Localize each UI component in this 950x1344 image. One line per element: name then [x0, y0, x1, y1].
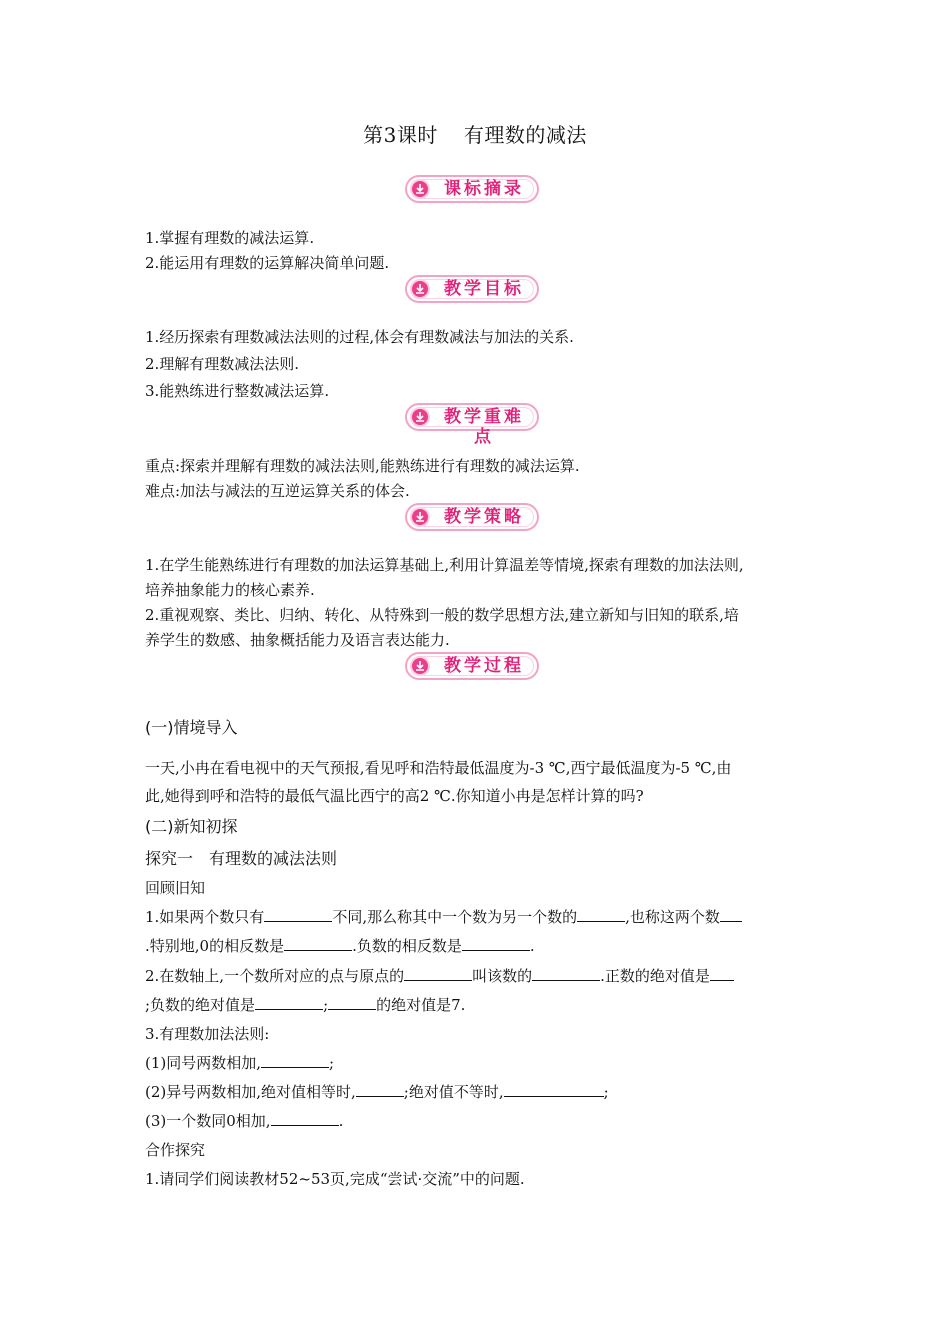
- section-banner-key-points: [405, 403, 539, 447]
- question-1-line-1: 1.如果两个数只有 不同,那么称其中一个数为另一个数的 ,也称这两个数: [145, 907, 742, 927]
- fill-blank[interactable]: [404, 966, 472, 981]
- strategy-line-4: 养学生的数感、抽象概括能力及语言表达能力.: [145, 631, 450, 649]
- section-label: 教学重难点: [444, 407, 524, 447]
- question-3-2: (2)异号两数相加,绝对值相等时, ;绝对值不等时, ;: [145, 1083, 609, 1101]
- curriculum-item-2: 2.能运用有理数的运算解决简单问题.: [145, 254, 390, 272]
- curriculum-item-1: 1.掌握有理数的减法运算.: [145, 229, 315, 247]
- section-label: 课标摘录: [444, 179, 524, 199]
- review-label: 回顾旧知: [145, 879, 206, 897]
- question-3: 3.有理数加法法则:: [145, 1025, 270, 1043]
- section-banner-process: [405, 652, 539, 680]
- key-point-item-2: 难点:加法与减法的互逆运算关系的体会.: [145, 482, 410, 500]
- fill-blank[interactable]: [504, 1082, 604, 1097]
- download-icon: [410, 179, 430, 199]
- goal-item-2: 2.理解有理数减法法则.: [145, 355, 300, 373]
- fill-blank[interactable]: [328, 995, 376, 1010]
- strategy-line-1: 1.在学生能熟练进行有理数的加法运算基础上,利用计算温差等情境,探索有理数的加法法则,: [145, 556, 744, 574]
- question-2-line-2: ;负数的绝对值是 ; 的绝对值是7.: [145, 996, 466, 1014]
- section-banner-strategy: [405, 503, 539, 531]
- fill-blank[interactable]: [462, 936, 530, 951]
- intro-line-1: 一天,小冉在看电视中的天气预报,看见呼和浩特最低温度为-3 ℃,西宁最低温度为-5 ℃,由: [145, 759, 732, 777]
- key-point-item-1: 重点:探索并理解有理数的减法法则,能熟练进行有理数的减法运算.: [145, 457, 580, 475]
- lesson-number: 第3课时: [363, 123, 438, 147]
- fill-blank[interactable]: [720, 907, 742, 922]
- section-label: 教学目标: [444, 279, 524, 299]
- goal-item-3: 3.能熟练进行整数减法运算.: [145, 382, 330, 400]
- fill-blank[interactable]: [271, 1111, 339, 1126]
- fill-blank[interactable]: [284, 936, 352, 951]
- fill-blank[interactable]: [577, 907, 625, 922]
- fill-blank[interactable]: [532, 966, 600, 981]
- cooperation-label: 合作探究: [145, 1141, 206, 1159]
- download-icon: [410, 407, 430, 427]
- intro-line-2: 此,她得到呼和浩特的最低气温比西宁的高2 ℃.你知道小冉是怎样计算的吗?: [145, 787, 644, 805]
- lesson-title: [0, 119, 950, 148]
- download-icon: [410, 279, 430, 299]
- question-3-3: (3)一个数同0相加, .: [145, 1112, 344, 1130]
- question-2-line-1: 2.在数轴上,一个数所对应的点与原点的 叫该数的 .正数的绝对值是: [145, 966, 734, 986]
- section-banner-curriculum: [405, 175, 539, 203]
- section-label: 教学过程: [444, 656, 524, 676]
- section-label: 教学策略: [444, 507, 524, 527]
- fill-blank[interactable]: [710, 966, 734, 981]
- strategy-line-3: 2.重视观察、类比、归纳、转化、从特殊到一般的数学思想方法,建立新知与旧知的联系,培: [145, 606, 739, 624]
- download-icon: [410, 656, 430, 676]
- goal-item-1: 1.经历探索有理数减法法则的过程,体会有理数减法与加法的关系.: [145, 328, 574, 346]
- intro-heading: (一)情境导入: [145, 718, 238, 737]
- section-banner-goals: [405, 275, 539, 303]
- fill-blank[interactable]: [356, 1082, 404, 1097]
- fill-blank[interactable]: [255, 995, 323, 1010]
- cooperation-item-1: 1.请同学们阅读教材52~53页,完成“尝试·交流”中的问题.: [145, 1170, 525, 1188]
- question-1-line-2: .特别地,0的相反数是 .负数的相反数是 .: [145, 937, 535, 955]
- question-3-1: (1)同号两数相加, ;: [145, 1054, 335, 1072]
- explore-title: 探究一 有理数的减法法则: [145, 849, 338, 868]
- lesson-topic: 有理数的减法: [463, 123, 587, 147]
- fill-blank[interactable]: [261, 1053, 329, 1068]
- new-knowledge-heading: (二)新知初探: [145, 817, 238, 836]
- fill-blank[interactable]: [264, 907, 332, 922]
- download-icon: [410, 507, 430, 527]
- strategy-line-2: 培养抽象能力的核心素养.: [145, 581, 315, 599]
